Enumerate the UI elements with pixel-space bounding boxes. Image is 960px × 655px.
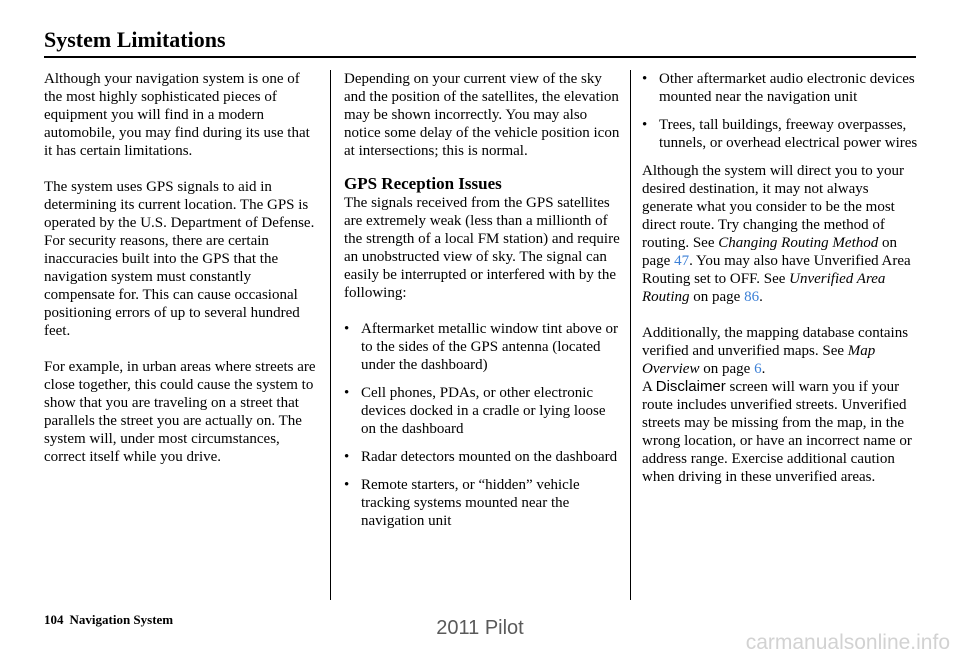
text-run: on page xyxy=(689,289,745,305)
cross-reference: Map Overview xyxy=(642,343,876,377)
paragraph: Although your navigation system is one of the most highly sophisticated pieces of equipment you will find in a modern automobile, you may find during its use that it has certain limitations. xyxy=(44,71,310,159)
page-link[interactable]: 6 xyxy=(754,361,762,377)
bullet-list xyxy=(344,320,622,530)
cross-reference: Changing Routing Method xyxy=(718,235,879,251)
paragraph: For example, in urban areas where streets are close together, this could cause the system to show that you are traveling on a street that parallels the street you are actually on. The system will, under most circumstances, correct itself while you drive. xyxy=(44,359,316,465)
paragraph xyxy=(642,162,920,306)
column-1 xyxy=(44,70,319,484)
text-run: screen will warn you if your route includes unverified streets. Unverified streets may be missing from the map, in the wrong location, or have an incorrect name or address range. Exercise additional caution when driving in these unverified areas. xyxy=(642,379,912,485)
text-run: . xyxy=(761,361,766,377)
bullet-list xyxy=(642,70,920,152)
paragraph: The signals received from the GPS satellites are extremely weak (less than a millionth of the strength of a local FM station) and require an unobstructed view of sky. The signal can easily be interrupted or interfered with by the following: xyxy=(344,195,620,301)
title-rule xyxy=(44,56,916,58)
text-run: on page xyxy=(642,235,897,269)
column-2 xyxy=(344,70,622,540)
column-divider xyxy=(630,70,631,600)
site-watermark: carmanualsonline.info xyxy=(745,631,950,654)
list-item: • Aftermarket metallic window tint above or to the sides of the GPS antenna (located under the dashboard) xyxy=(344,320,622,374)
paragraph xyxy=(642,378,920,486)
text-run: on page xyxy=(699,361,755,377)
paragraph: Depending on your current view of the sky and the position of the satellites, the elevation may be shown incorrectly. You may also notice some delay of the vehicle position icon at intersections; this is normal. xyxy=(344,71,620,159)
list-item: • Remote starters, or “hidden” vehicle tracking systems mounted near the navigation unit xyxy=(344,476,622,530)
text-run: . xyxy=(759,289,763,305)
column-divider xyxy=(330,70,331,600)
text-run: . You may also have Unverified Area Routing set to OFF. See xyxy=(642,253,911,287)
page-title: System Limitations xyxy=(44,27,226,52)
paragraph: The system uses GPS signals to aid in determining its current location. The GPS is operated by the U.S. Department of Defense. For security reasons, there are certain inaccuracies built into the GPS that the navigation system must constantly compensate for. This can cause occasional positioning errors of up to several hundred feet. xyxy=(44,179,315,339)
section-name: Navigation System xyxy=(69,612,174,627)
page-link[interactable]: 47 xyxy=(674,253,690,269)
text-run: A xyxy=(642,379,656,395)
watermark: 2011 Pilot xyxy=(436,617,524,639)
cross-reference: Unverified Area Routing xyxy=(642,271,886,305)
text-run: Although the system will direct you to your desired destination, it may not always generate what you consider to be the most direct route. Try changing the method of routing. See xyxy=(642,163,905,251)
section-heading: GPS Reception Issues xyxy=(344,174,502,193)
list-item: • Cell phones, PDAs, or other electronic devices docked in a cradle or lying loose on the dashboard xyxy=(344,384,622,438)
list-item: • Trees, tall buildings, freeway overpasses, tunnels, or overhead electrical power wires xyxy=(642,116,920,152)
page-link[interactable]: 86 xyxy=(744,289,760,305)
column-3 xyxy=(642,70,920,504)
ui-term: Disclaimer xyxy=(655,378,726,395)
paragraph xyxy=(642,324,920,378)
list-item: • Other aftermarket audio electronic devices mounted near the navigation unit xyxy=(642,70,920,106)
text-run: Additionally, the mapping database contains verified and unverified maps. See xyxy=(642,325,909,359)
list-item: • Radar detectors mounted on the dashboard xyxy=(344,448,622,466)
page-number: 104 xyxy=(44,612,64,627)
